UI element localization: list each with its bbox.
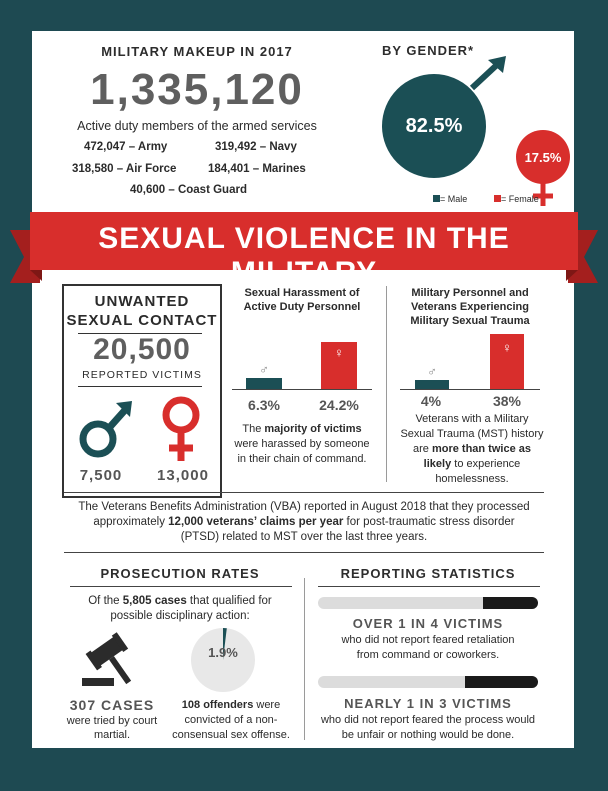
coast-guard-count: 40,600 – Coast Guard <box>130 184 247 196</box>
prosecution-intro-post: that qualified for possible disciplinary action: <box>110 595 272 622</box>
prosecution-intro-bold: 5,805 cases <box>122 595 187 607</box>
mst-title: Military Personnel and Veterans Experiencing Military Sexual Trauma <box>410 287 530 327</box>
male-legend-swatch <box>433 195 440 202</box>
army-count: 472,047 – Army <box>84 141 168 153</box>
prosecution-rule <box>70 586 292 587</box>
mst-male-bar <box>415 380 449 389</box>
vba-note-pre: The Veterans Benefits Administration (VBA) reported in August 2018 that they processed approximately <box>78 501 530 528</box>
female-icon <box>166 400 196 461</box>
harassment-note <box>232 422 372 467</box>
female-legend <box>494 194 539 204</box>
prosecution-offenders <box>170 698 292 743</box>
male-icon <box>83 401 132 454</box>
mst-female-pct: 38% <box>492 393 522 409</box>
unwanted-male-count: 7,500 <box>79 467 123 484</box>
prosecution-intro <box>78 594 282 624</box>
unwanted-title-line1: UNWANTED <box>94 293 190 310</box>
vba-note-post: for post-traumatic stress disorder (PTSD) related to MST over the last three years. <box>180 516 515 543</box>
mst-note-bold: more than twice as likely <box>423 443 531 470</box>
prosecution-cases-note: were tried by court martial. <box>66 715 158 741</box>
female-legend-swatch <box>494 195 501 202</box>
harassment-female-icon: ♀ <box>334 345 344 360</box>
banner-title: SEXUAL VIOLENCE IN THE MILITARY <box>98 222 510 289</box>
reporting-stat-1: OVER 1 IN 4 VICTIMS <box>352 616 504 631</box>
harassment-male-bar <box>246 378 282 389</box>
unwanted-title <box>64 292 220 330</box>
prosecution-cases: 307 CASES <box>69 697 155 713</box>
prosecution-offenders-bold: 108 offenders <box>181 699 254 711</box>
harassment-male-pct: 6.3% <box>248 397 280 413</box>
harassment-note-post: were harassed by someone in their chain of command. <box>234 438 370 465</box>
divider-vba-top <box>64 492 544 493</box>
mst-baseline <box>400 389 540 390</box>
harassment-male-icon: ♂ <box>259 362 269 377</box>
section-divider <box>386 286 387 482</box>
total-active-duty: 1,335,120 <box>90 65 304 114</box>
vba-note-bold: 12,000 veterans’ claims per year <box>168 516 344 528</box>
mst-female-icon: ♀ <box>502 340 512 355</box>
unwanted-title-line2: SEXUAL CONTACT <box>66 312 218 329</box>
unwanted-rule-bottom <box>78 386 202 387</box>
makeup-subtitle: Active duty members of the armed services <box>77 119 317 133</box>
prosecution-offenders-post: were convicted of a non-consensual sex offense. <box>172 699 290 741</box>
mst-note <box>398 412 546 487</box>
unwanted-female-count: 13,000 <box>157 467 209 484</box>
harassment-baseline <box>232 389 372 390</box>
mst-male-icon: ♂ <box>427 364 437 379</box>
reporting-bar-2-fill <box>465 676 538 688</box>
reporting-stat-2: NEARLY 1 IN 3 VICTIMS <box>344 696 512 711</box>
navy-count: 319,492 – Navy <box>215 141 297 153</box>
reporting-bar-1-fill <box>483 597 538 609</box>
prosecution-pie <box>188 625 258 695</box>
reporting-stat-1-note: who did not report feared retaliation from command or coworkers. <box>341 634 515 661</box>
harassment-note-bold: majority of victims <box>264 423 362 435</box>
divider-vba-bottom <box>64 552 544 553</box>
makeup-title: MILITARY MAKEUP IN 2017 <box>101 44 293 59</box>
gender-title: BY GENDER* <box>382 43 475 58</box>
vba-note <box>78 500 530 545</box>
reporting-title: REPORTING STATISTICS <box>340 566 516 581</box>
prosecution-pct: 1.9% <box>208 645 238 660</box>
unwanted-gender-icons <box>74 395 214 465</box>
mst-note-post: to experience homelessness. <box>435 458 521 485</box>
male-percentage: 82.5% <box>405 115 463 137</box>
air-force-count: 318,580 – Air Force <box>72 163 177 175</box>
male-legend <box>433 194 467 204</box>
harassment-female-pct: 24.2% <box>319 397 359 413</box>
reporting-bar-2 <box>318 676 538 688</box>
female-percentage: 17.5% <box>524 150 562 165</box>
marines-count: 184,401 – Marines <box>208 163 306 175</box>
reporting-stat-2-note: who did not report feared the process would be unfair or nothing would be done. <box>320 714 536 741</box>
gavel-icon <box>80 632 144 688</box>
bottom-divider <box>304 578 305 740</box>
unwanted-total: 20,500 <box>93 333 191 366</box>
harassment-note-pre: The <box>242 423 265 435</box>
mst-note-pre: Veterans with a Military Sexual Trauma (MST) history are <box>400 413 544 455</box>
male-legend-label: = Male <box>440 194 468 204</box>
reporting-rule <box>318 586 540 587</box>
unwanted-caption: REPORTED VICTIMS <box>82 369 202 381</box>
harassment-title: Sexual Harassment of Active Duty Personnel <box>243 287 361 313</box>
reporting-bar-1 <box>318 597 538 609</box>
mst-male-pct: 4% <box>420 393 442 409</box>
prosecution-intro-pre: Of the <box>88 595 123 607</box>
prosecution-title: PROSECUTION RATES <box>100 566 260 581</box>
female-legend-label: = Female <box>501 194 539 204</box>
